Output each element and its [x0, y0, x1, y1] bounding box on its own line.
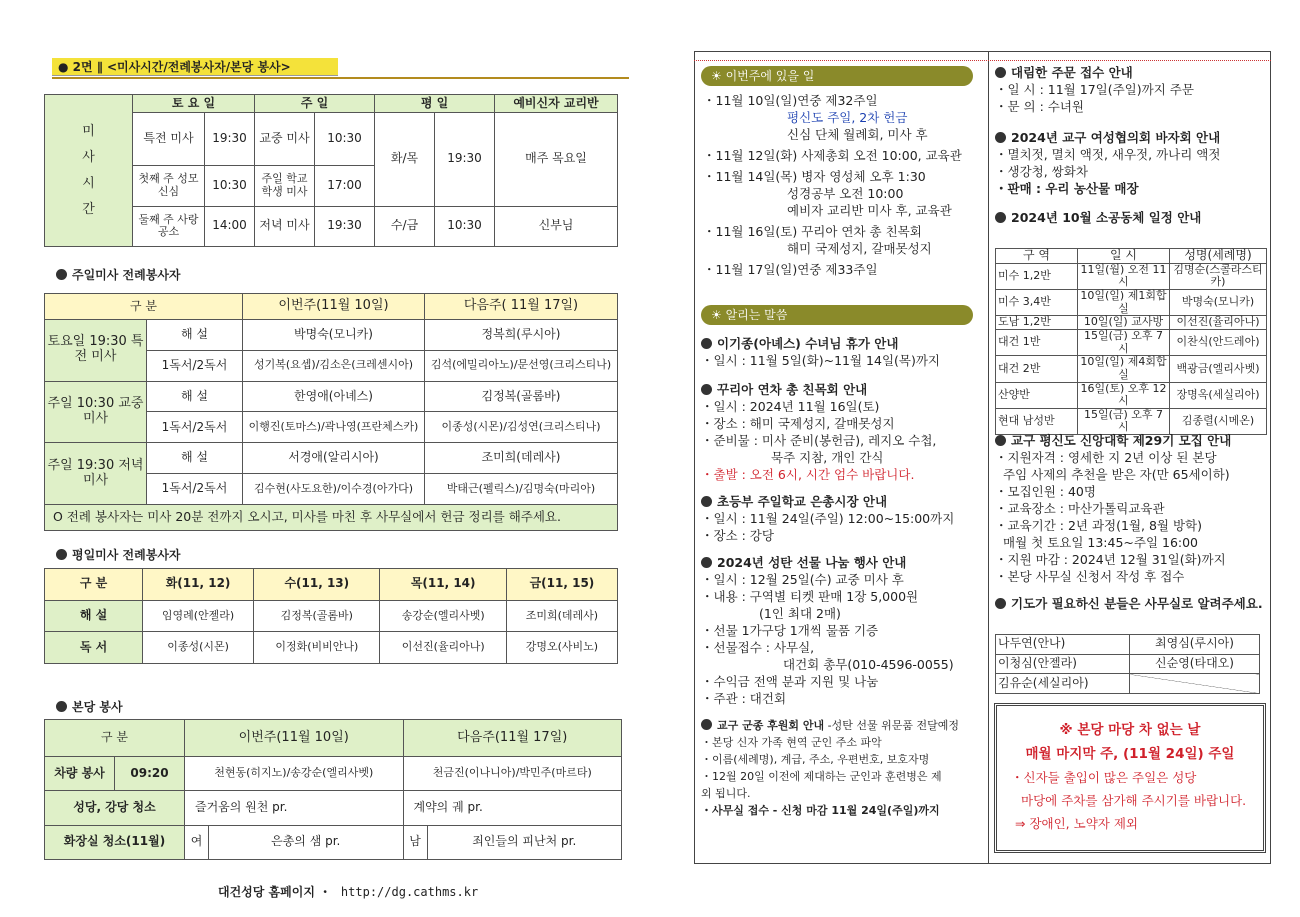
- bullet-icon: [56, 269, 67, 280]
- sunday-servers-title: 주일미사 전례봉사자: [56, 266, 181, 283]
- this-week-pill: ☀ 이번주에 있을 일: [701, 66, 973, 86]
- bullet-icon: [56, 701, 67, 712]
- right-column: 대림한 주문 접수 안내 ・일 시 : 11월 17일(주일)까지 주문 ・문 의 : 수녀원 2024년 교구 여성협의회 바자회 안내 ・멸치젓, 멸치 액젓, 새우젓, 까나리 액젓 ・생강청, 쌍화차 ・판매 : 우리 농산물 매장 2024년 10월 소공동체 일정 안내: [995, 65, 1221, 225]
- mass-times-table: 미 사 시 간 토 요 일 주 일 평 일 예비신자 교리반 특전 미사 19:30 교중 미사 10:30 화/목 19:30 매주 목요일 첫째 주 성모 신심 10:30 주일 학교 학생 미사 17:00 둘째 주 사랑 공소 14:00 저녁 미사 19:30 수/금 10:30 신부님: [44, 94, 618, 247]
- parking-notice-box: ※ 본당 마당 차 없는 날 매월 마지막 주, (11월 24일) 주일 ・신자들 출입이 많은 주일은 성당 마당에 주차를 삼가해 주시기를 바랍니다. ⇒ 장애인, 노약자 제외: [994, 703, 1266, 853]
- weekday-servers-table: 구 분 화(11, 12) 수(11, 13) 목(11, 14) 금(11, 15) 해 설 임영례(안젤라) 김정복(골롬바) 송강순(엘리사벳) 조미희(데레사) 독 서 이종성(시몬) 이정화(비비안나) 이선진(율리아나) 강명오(사비노): [44, 568, 618, 664]
- weekday-servers-title: 평일미사 전례봉사자: [56, 546, 181, 563]
- notices-pill: ☀ 알리는 말씀: [701, 305, 973, 325]
- notices-list: 이기종(아녜스) 수녀님 휴가 안내 ・일시 : 11월 5일(화)~11월 14일(목)까지 꾸리아 연차 총 친목회 안내 ・일시 : 2024년 11월 16일(토) ・장소 : 해미 국제성지, 갈매못성지 ・준비물 : 미사 준비(봉헌금), 레지오 수첩, 묵주 지참, 개인 간식 ・출발 : 오전 6시, 시간 엄수 바랍니다. 초등부 주일학교 은총시장 안내 ・일시 : 11월 24일(주일) 12:00~15:00까지 ・장소 : 강당 2024년 성탄 선물 나눔 행사 안내 ・일시 : 12월 25일(수) 교중 미사 후 ・내용 : 구역별 티켓 판매 1장 5,000원 (1인 최대 2매) ・선물 1가구당 1개씩 물품 기증 ・선물접수 : 사무실, 대건회 총무(010-4596-0055) ・수익금 전액 분과 지원 및 나눔 ・주관 : 대건회 교구 군종 후원회 안내 -성탄 선물 위문품 전달예정 ・본당 신자 가족 현역 군인 주소 파악 ・이름(세례명), 계급, 주소, 우편번호, 보호자명 ・12월 20일 이전에 제대하는 군인과 훈련병은 제 외 됩니다. ・사무실 접수 - 신청 마감 11월 24일(주일)까지: [701, 335, 985, 819]
- university-notice: 교구 평신도 신앙대학 제29기 모집 안내 ・지원자격 : 영세한 지 2년 이상 된 본당 주임 사제의 추천을 받은 자(만 65세이하) ・모집인원 : 40명 ・교육장소 : 마산가톨릭교육관 ・교육기간 : 2년 과정(1월, 8월 방학) 매월 첫 토요일 13:45~주일 16:00 ・지원 마감 : 2024년 12월 31일(화)까지 ・본당 사무실 신청서 작성 후 접수 기도가 필요하신 분들은 사무실로 알려주세요.: [995, 433, 1263, 611]
- homepage-link[interactable]: http://dg.cathms.kr: [340, 885, 479, 899]
- sunday-servers-note: O 전례 봉사자는 미사 20분 전까지 오시고, 미사를 마친 후 사무실에서 헌금 정리를 해주세요.: [45, 505, 618, 531]
- top-dotted-line: [694, 60, 1271, 61]
- column-divider: [988, 51, 989, 864]
- prayer-table: 나두연(안나) 최영심(루시아) 이청심(안젤라) 신순영(타대오) 김유순(세실리아): [995, 634, 1260, 694]
- notice-heading: 이기종(아녜스) 수녀님 휴가 안내: [701, 335, 985, 352]
- bullet-icon: [56, 549, 67, 560]
- parish-service-title: 본당 봉사: [56, 698, 123, 715]
- mass-times-label: 미 사 시 간: [45, 95, 133, 247]
- sunday-servers-table: 구 분 이번주(11월 10일) 다음주( 11월 17일) 토요일 19:30 특전 미사 해 설 박명숙(모니카) 정복희(루시아) 1독서/2독서 성기복(요셉)/김소은(크레센시아) 김석(에밀리아노)/문선영(크리스티나) 주일 10:30 교중 미사 해 설 한영애(아녜스) 김정복(골롬바) 1독서/2독서 이행진(토마스)/곽나영(프란체스카) 이종성(시몬)/김성연(크리스티나) 주일 19:30 저녁 미사 해 설 서경애(알리시아) 조미희(데레사) 1독서/2독서 김수현(사도요한)/이수경(아가다) 박태근(펠릭스)/김명숙(마리아) O 전례 봉사자는 미사 20분 전까지 오시고, 미사를 마친 후 사무실에서 헌금 정리를 해주세요.: [44, 293, 618, 531]
- footer: 대건성당 홈페이지 ・ http://dg.cathms.kr: [218, 885, 479, 899]
- page-header: ● 2면 ∥ <미사시간/전례봉사자/본당 봉사>: [52, 58, 338, 76]
- this-week-list: ・11월 10일(일)연중 제32주일 평신도 주일, 2차 헌금 신심 단체 월례회, 미사 후 ・11월 12일(화) 사제총회 오전 10:00, 교육관 ・11월 14일(목) 병자 영성체 오후 1:30 성경공부 오전 10:00 예비자 교리반 미사 후, 교육관 ・11월 16일(토) 꾸리아 연차 총 친목회 해미 국제성지, 갈매못성지 ・11월 17일(일)연중 제33주일: [703, 93, 962, 277]
- header-rule: [52, 77, 629, 79]
- parish-service-table: 구 분 이번주(11월 10일) 다음주(11월 17일) 차량 봉사 09:20 천현동(히지노)/송강순(엘리사벳) 천금진(이나니아)/박민주(마르타) 성당, 강당 청소 즐거움의 원천 pr. 계약의 궤 pr. 화장실 청소(11월) 여 은총의 샘 pr. 남 죄인들의 피난처 pr.: [44, 719, 622, 860]
- community-table: 구 역 일 시 성명(세례명) 미수 1,2반 11일(월) 오전 11시 김명순(스콜라스티카) 미수 3,4반 10일(일) 제1회합실 박명숙(모니카) 도남 1,2반 10일(일) 교사방 이선진(율리아나) 대건 1반 15일(금) 오후 7시 이찬식(안드레아) 대건 2반 10일(일) 제4회합실 백광금(엘리사벳) 산양반 16일(토) 오후 12시 장명옥(세실리아) 현대 남성반 15일(금) 오후 7시 김종렬(시메온): [995, 248, 1267, 435]
